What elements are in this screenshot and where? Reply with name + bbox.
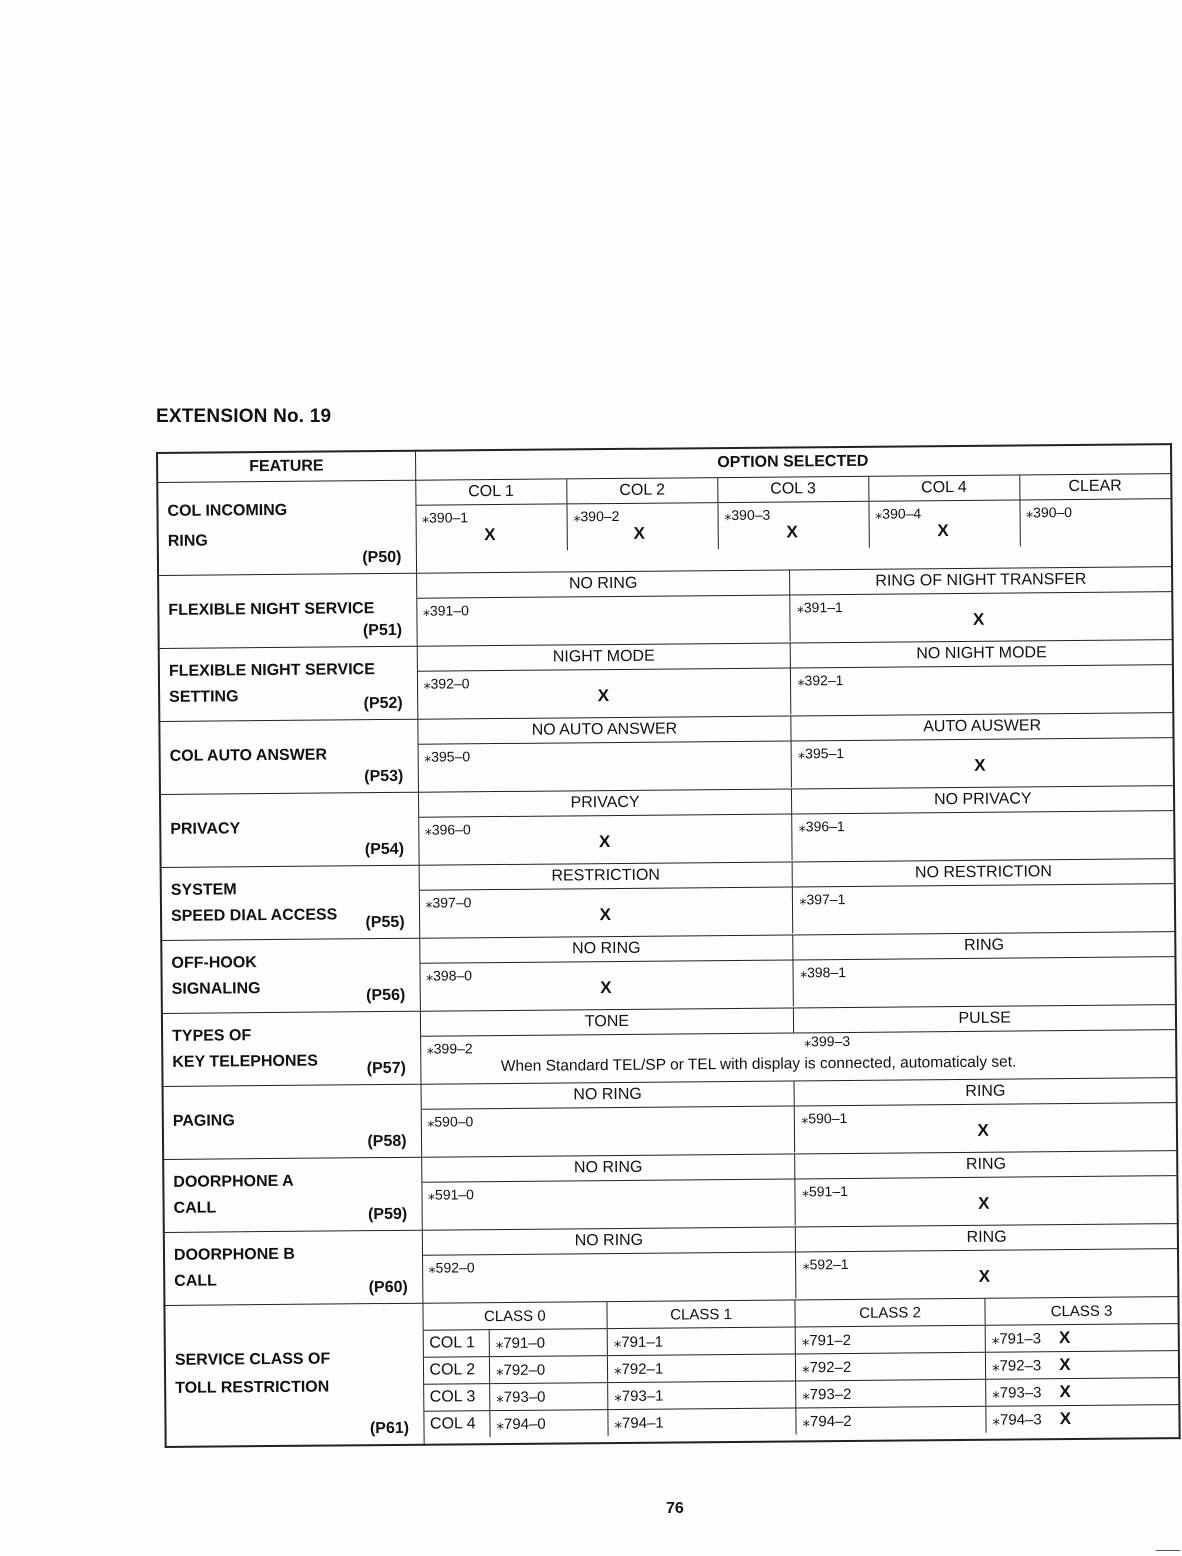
feature-label-line1: SERVICE CLASS OF: [174, 1350, 331, 1369]
class-1-code: ⁎791–1: [607, 1327, 795, 1356]
left-option: [422, 1179, 796, 1229]
selected-mark: X: [633, 523, 646, 543]
selected-mark: X: [1059, 1382, 1071, 1402]
class-3-code: ⁎794–3: [992, 1411, 1042, 1429]
option-cell: [419, 859, 1176, 939]
feature-page-ref: (P59): [367, 1205, 408, 1224]
left-option: [419, 814, 793, 864]
col-label: COL 3: [424, 1384, 490, 1412]
feature-header: FEATURE: [157, 451, 415, 483]
option-cell: [418, 786, 1175, 866]
feature-label-line2: RING: [167, 532, 208, 550]
feature-page-ref: (P51): [362, 621, 403, 640]
right-option: [793, 884, 1174, 934]
class-0-code: ⁎791–0: [489, 1329, 607, 1357]
right-option: [792, 811, 1173, 861]
feature-cell: [163, 1084, 422, 1159]
class-1-header: CLASS 1: [607, 1300, 795, 1328]
right-option-label: RING: [795, 1151, 1176, 1179]
feature-label-line1: FLEXIBLE NIGHT SERVICE: [168, 661, 375, 680]
option-cell: [421, 1078, 1178, 1158]
left-option-label: NIGHT MODE: [417, 643, 791, 671]
feature-label-line1: OFF-HOOK: [171, 954, 257, 972]
right-option: [795, 1103, 1176, 1153]
option-cell: [422, 1297, 1179, 1445]
feature-label-line1: COL INCOMING: [167, 501, 288, 520]
feature-page-ref: (P61): [369, 1419, 410, 1438]
row-p54: [160, 786, 1175, 868]
class-3-code: ⁎791–3: [991, 1330, 1042, 1348]
option-code: ⁎395–1: [798, 745, 845, 762]
feature-cell: [163, 1157, 422, 1232]
feature-label-line1: DOORPHONE B: [173, 1245, 295, 1264]
feature-page-ref: (P52): [363, 694, 403, 713]
feature-page-ref: (P50): [362, 548, 402, 567]
row-p60: [164, 1224, 1179, 1306]
option-col-2: [567, 503, 718, 551]
selected-mark: X: [597, 686, 610, 706]
feature-cell: [159, 719, 418, 794]
feature-page-ref: (P55): [365, 913, 405, 932]
row-service-class: [164, 1297, 1179, 1447]
right-option: [796, 1249, 1177, 1299]
feature-label-line1: PAGING: [172, 1112, 235, 1130]
option-selected-header: OPTION SELECTED: [415, 444, 1171, 480]
option-code: ⁎390–4: [875, 505, 922, 522]
selected-mark: X: [484, 525, 496, 545]
row-p51: [158, 567, 1173, 649]
feature-page-ref: (P57): [366, 1059, 406, 1078]
feature-label-line1: SYSTEM: [170, 881, 237, 899]
class-3-cell: [986, 1378, 1179, 1407]
row-col-incoming-ring: [157, 474, 1172, 576]
clear-header: CLEAR: [1019, 474, 1170, 500]
auto-set-note: When Standard TEL/SP or TEL with display is connected, automaticaly set.: [500, 1053, 1017, 1076]
option-code: ⁎591–0: [427, 1186, 474, 1203]
row-p52: [159, 640, 1174, 722]
feature-label-line2: KEY TELEPHONES: [172, 1052, 318, 1071]
col-2-header: COL 2: [567, 478, 718, 504]
row-p57: [162, 1005, 1177, 1087]
class-0-code: ⁎794–0: [490, 1410, 608, 1438]
option-cell: [417, 640, 1174, 720]
left-option: [418, 741, 792, 791]
right-option-label: RING OF NIGHT TRANSFER: [790, 567, 1171, 595]
right-option: [791, 665, 1172, 715]
option-code: ⁎395–0: [424, 748, 471, 765]
class-3-header: CLASS 3: [985, 1297, 1178, 1325]
option-code: ⁎398–0: [426, 967, 473, 984]
left-option-label: TONE: [420, 1008, 794, 1036]
class-1-code: ⁎794–1: [608, 1408, 796, 1436]
option-cell: [419, 932, 1176, 1012]
class-2-code: ⁎793–2: [796, 1379, 986, 1408]
feature-cell: [158, 573, 417, 648]
feature-label-line2: TOLL RESTRICTION: [175, 1378, 330, 1397]
right-option: [795, 1176, 1176, 1226]
left-option: [417, 595, 791, 645]
feature-page-ref: (P58): [367, 1132, 407, 1151]
option-cell: [422, 1224, 1179, 1304]
option-code: ⁎396–0: [424, 821, 471, 838]
right-option-label: AUTO AUSWER: [791, 713, 1172, 741]
col-3-header: COL 3: [718, 477, 869, 503]
left-option: [420, 960, 794, 1010]
selected-mark: X: [974, 755, 986, 775]
option-cell: [415, 474, 1172, 574]
option-cell: [420, 1005, 1177, 1085]
class-0-header: CLASS 0: [423, 1302, 607, 1330]
feature-label-line2: SIGNALING: [171, 980, 261, 998]
row-p56: [161, 932, 1176, 1014]
feature-cell: [160, 792, 419, 867]
option-code: ⁎390–2: [573, 507, 620, 525]
selected-mark: X: [937, 521, 949, 541]
feature-label-line1: COL AUTO ANSWER: [169, 746, 328, 765]
option-code: ⁎397–1: [799, 891, 846, 908]
selected-mark: X: [600, 978, 612, 998]
class-3-cell: [985, 1324, 1178, 1353]
left-option-label: NO RING: [420, 935, 794, 963]
right-option-label: NO NIGHT MODE: [791, 640, 1172, 668]
row-p55: [161, 859, 1176, 941]
feature-page-ref: (P54): [364, 840, 405, 859]
option-code: ⁎392–1: [797, 672, 844, 689]
row-p58: [163, 1078, 1178, 1160]
feature-label-line2: CALL: [174, 1272, 217, 1290]
class-1-code: ⁎792–1: [607, 1354, 795, 1383]
right-option: [792, 738, 1173, 788]
selected-mark: X: [977, 1193, 990, 1213]
feature-cell: [164, 1303, 423, 1447]
right-option-label: RING: [794, 1078, 1175, 1106]
extension-settings-table: [156, 443, 1181, 1448]
option-code: ⁎390–1: [422, 509, 469, 526]
page-number: 76: [666, 1500, 684, 1517]
page-title: EXTENSION No. 19: [156, 406, 332, 427]
option-code: ⁎590–1: [801, 1109, 848, 1127]
selected-mark: X: [977, 1120, 989, 1140]
right-option-label: RING: [796, 1224, 1177, 1252]
feature-cell: [162, 1011, 421, 1086]
feature-cell: [161, 865, 420, 940]
feature-page-ref: (P56): [366, 986, 406, 1005]
option-code: ⁎592–0: [428, 1259, 475, 1276]
left-option-label: NO RING: [422, 1154, 796, 1182]
option-code: ⁎399–3: [804, 1032, 851, 1050]
col-1-header: COL 1: [416, 479, 567, 505]
class-3-code: ⁎793–3: [992, 1384, 1042, 1402]
col-label: COL 2: [423, 1357, 489, 1385]
feature-page-ref: (P60): [368, 1278, 408, 1297]
option-code: ⁎592–1: [802, 1255, 849, 1273]
selected-mark: X: [1059, 1409, 1072, 1429]
class-0-code: ⁎792–0: [489, 1356, 607, 1384]
option-code: ⁎591–1: [801, 1182, 848, 1200]
left-option: [417, 668, 791, 718]
left-option: [421, 1106, 795, 1156]
class-3-cell: [986, 1405, 1179, 1433]
option-col-1: [416, 504, 567, 552]
class-2-header: CLASS 2: [795, 1299, 985, 1327]
feature-cell: [164, 1230, 423, 1305]
class-2-code: ⁎792–2: [795, 1352, 985, 1381]
right-option-label: RING: [793, 932, 1174, 960]
feature-label-line1: TYPES OF: [172, 1027, 252, 1045]
option-code: ⁎390–0: [1026, 504, 1073, 521]
selected-mark: X: [598, 832, 611, 852]
class-1-code: ⁎793–1: [608, 1381, 796, 1410]
corner-mark: [1156, 1550, 1180, 1551]
class-3-cell: [985, 1351, 1178, 1380]
option-col-3: [718, 501, 869, 549]
feature-label-line1: FLEXIBLE NIGHT SERVICE: [168, 600, 375, 619]
option-code: ⁎392–0: [423, 675, 470, 692]
selected-mark: X: [1059, 1355, 1071, 1375]
selected-mark: X: [978, 1266, 991, 1286]
feature-cell: [159, 646, 418, 721]
right-option: [790, 592, 1171, 642]
feature-label-line2: SETTING: [169, 688, 239, 706]
option-clear: [1020, 499, 1171, 547]
class-3-code: ⁎792–3: [991, 1357, 1042, 1375]
feature-label-line1: DOORPHONE A: [173, 1172, 294, 1191]
left-option-label: NO RING: [417, 570, 791, 598]
left-option: [423, 1252, 797, 1302]
right-option-label: PULSE: [794, 1005, 1175, 1033]
option-col-4: [869, 500, 1020, 548]
selected-mark: X: [972, 609, 985, 629]
option-code: ⁎590–0: [427, 1113, 474, 1130]
row-p53: [159, 713, 1174, 795]
option-cell: [416, 567, 1173, 647]
option-code: ⁎397–0: [425, 894, 472, 911]
option-code: ⁎399–2: [426, 1040, 473, 1057]
left-option-label: NO RING: [421, 1081, 795, 1109]
option-code: ⁎391–0: [422, 602, 469, 619]
left-option-label: RESTRICTION: [419, 862, 793, 890]
feature-cell: [157, 480, 416, 575]
col-label: COL 1: [423, 1330, 489, 1358]
right-option-label: NO PRIVACY: [792, 786, 1173, 814]
option-cell: [417, 713, 1174, 793]
left-option-label: PRIVACY: [418, 789, 792, 817]
left-option: [419, 887, 793, 937]
option-code: ⁎396–1: [798, 818, 845, 835]
feature-cell: [161, 938, 420, 1013]
left-option-label: NO RING: [422, 1227, 796, 1255]
option-code: ⁎398–1: [799, 963, 847, 981]
feature-page-ref: (P53): [364, 767, 404, 786]
option-code: ⁎391–1: [796, 599, 843, 616]
service-row-col-4: [424, 1405, 1179, 1438]
col-4-header: COL 4: [868, 475, 1019, 501]
class-2-code: ⁎791–2: [795, 1325, 985, 1354]
row-p59: [163, 1151, 1178, 1233]
class-0-code: ⁎793–0: [490, 1383, 608, 1411]
feature-label-line2: SPEED DIAL ACCESS: [170, 906, 338, 925]
class-2-code: ⁎794–2: [796, 1406, 986, 1434]
option-code: ⁎390–3: [724, 506, 771, 524]
col-label: COL 4: [429, 1415, 476, 1433]
selected-mark: X: [599, 905, 611, 925]
selected-mark: X: [786, 522, 798, 542]
right-option: [794, 1030, 1175, 1080]
feature-label-line2: CALL: [173, 1199, 217, 1217]
left-option-label: NO AUTO ANSWER: [418, 716, 792, 744]
right-option: [793, 957, 1174, 1007]
feature-label-line1: PRIVACY: [170, 820, 241, 838]
option-cell: [421, 1151, 1178, 1231]
selected-mark: X: [1058, 1328, 1071, 1348]
right-option-label: NO RESTRICTION: [793, 859, 1174, 887]
